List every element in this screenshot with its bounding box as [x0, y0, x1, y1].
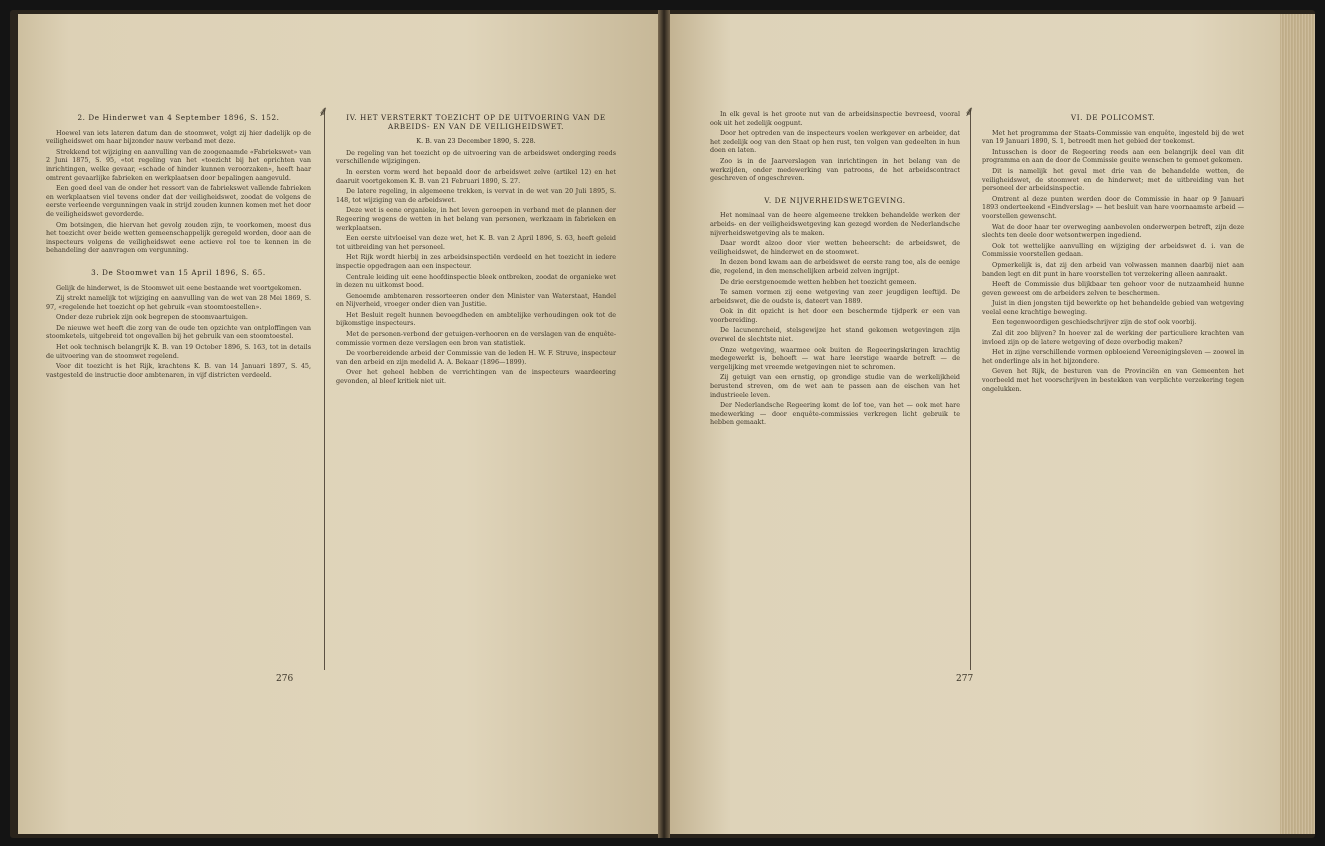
paragraph: De regeling van het toezicht op de uitvoering van de arbeidswet onderging reeds verschillende wijzigingen.: [336, 148, 616, 166]
paragraph: Genoemde ambtenaren ressorteeren onder den Minister van Waterstaat, Handel en Nijverheid, vroeger onder dien van Justitie.: [336, 291, 616, 309]
paragraph: Met het programma der Staats-Commissie van enquête, ingesteld bij de wet van 19 Januari 1890, S. 1, betreedt men het gebied der toekomst.: [982, 128, 1244, 146]
column-rule: [324, 110, 325, 670]
paragraph: Het Rijk wordt hierbij in zes arbeidsinspectiën verdeeld en het toezicht in iedere inspectie opgedragen aan een inspecteur.: [336, 253, 616, 270]
paragraph: Strekkend tot wijziging en aanvulling van de zoogenaamde «Fabriekswet» van 2 Juni 1875, S. 95, «tot regeling van het «toezicht bij het oprichten van inrichtingen, welke gevaar, «schade of hinder kunnen veroorzaken», heeft haar omtrent gevaarlijke fabrieken en werkplaatsen door bepalingen aangevuld.: [46, 147, 311, 182]
book: [10, 10, 1315, 838]
paragraph: In dezen bond kwam aan de arbeidswet de eerste rang toe, als de eenige die, regelend, in den menschelijken arbeid zelven ingrijpt.: [710, 258, 960, 275]
left-col1-paras-b: [46, 284, 311, 380]
paragraph: Het ook technisch belangrijk K. B. van 19 October 1896, S. 163, tot in details de uitvoering van de stoomwet regelend.: [46, 343, 311, 360]
paragraph: Over het geheel hebben de verrichtingen van de inspecteurs waardeering gevonden, al bleef kritiek niet uit.: [336, 368, 616, 386]
book-gutter: [658, 10, 670, 838]
left-column-1: [46, 110, 311, 381]
section-heading-toezicht: IV. HET VERSTERKT TOEZICHT OP DE UITVOERING VAN DE ARBEIDS- EN VAN DE VEILIGHEIDSWET.: [346, 113, 606, 131]
paragraph: Opmerkelijk is, dat zij den arbeid van volwassen mannen daarbij niet aan banden legt en dit punt in hare voorstellen tot verzekering alleen aanraakt.: [982, 260, 1244, 278]
paragraph: Heeft de Commissie dus blijkbaar ten gehoor voor de nutzaamheid hunne geven geweest om de arbeiders zelven te beschermen.: [982, 280, 1244, 297]
section-subheading: K. B. van 23 December 1890, S. 228.: [416, 137, 536, 146]
paragraph: Onder deze rubriek zijn ook begrepen de stoomvaartuigen.: [56, 313, 248, 322]
section-heading-hinderwet: 2. De Hinderwet van 4 September 1896, S. 152.: [77, 113, 280, 122]
paragraph: Gelijk de hinderwet, is de Stoomwet uit eene bestaande wet voortgekomen.: [56, 283, 302, 292]
rule-ornament-icon: ⸙: [964, 104, 975, 120]
paragraph: Daar wordt alzoo door vier wetten beheerscht: de arbeidswet, de veiligheidswet, de hinderwet en de stoomwet.: [710, 239, 960, 256]
rule-ornament-icon: ⸙: [318, 104, 329, 120]
paragraph: Ook in dit opzicht is het door een beschermde tijdperk er een van voorbereiding.: [710, 307, 960, 324]
paragraph: Een goed deel van de onder het ressort van de fabriekswet vallende fabrieken en werkplaatsen viel tevens onder dat der veiligheidswet, zoodat de volgens de eerste verleende vergunningen vaak in strijd zouden kunnen komen met het door de veiligheidswet gevorderde.: [46, 184, 311, 218]
left-col1-paras-a: [46, 129, 311, 255]
paragraph: Geven het Rijk, de besturen van de Provinciën en van Gemeenten het voorbeeld met het voorschrijven in bestekken van verplichte verzekering tegen ongelukken.: [982, 367, 1244, 393]
paragraph: Het in zijne verschillende vormen opbloeiend Vereenigingsleven — zoowel in het onderlinge als in het bijzondere.: [982, 348, 1244, 365]
paragraph: Een eerste uitvloeisel van deze wet, het K. B. van 2 April 1896, S. 63, heeft geleid tot uitbreiding van het personeel.: [336, 234, 616, 251]
section-heading-toekomst: VI. DE POLICOMST.: [1070, 113, 1156, 122]
paragraph: Voor dit toezicht is het Rijk, krachtens K. B. van 14 Januari 1897, S. 45, vastgesteld de instructie door ambtenaren, in vijf districten verdeeld.: [46, 362, 311, 379]
paragraph: Zij strekt namelijk tot wijziging en aanvulling van de wet van 28 Mei 1869, S. 97, «regelende het toezicht op het gebruik «van stoomtoestellen».: [46, 294, 311, 311]
page-edges: [1280, 14, 1315, 834]
column-rule: [970, 110, 971, 670]
paragraph: Een tegenwoordigen geschiedschrijver zijn de stof ook voorbij.: [992, 318, 1197, 327]
paragraph: Door het optreden van de inspecteurs voelen werkgever en arbeider, dat het zedelijk oog van den Staat op hen rust, ten volgen van gedeelten in hun doen en laten.: [710, 129, 960, 155]
paragraph: De nieuwe wet heeft die zorg van de oude ten opzichte van ontploffingen van stoomketels, uitgebreid tot ongevallen bij het gebruik van een stoomtoestel.: [46, 323, 311, 341]
paragraph: Zoo is in de Jaarverslagen van inrichtingen in het belang van de werkzijden, onder medewerking van patroons, de het arbeidscontract geschreven of ongeschreven.: [710, 156, 960, 183]
right-column-2: [982, 110, 1244, 395]
section-heading-nijverheid: V. DE NIJVERHEIDSWETGEVING.: [764, 195, 906, 205]
paragraph: Onze wetgeving, waarmee ook buiten de Regeeringskringen krachtig medegewerkt is, behoeft — wat hare leerstige waarde betreft — de vergelijking met vreemde wetgevingen niet te schromen.: [710, 345, 960, 371]
paragraph: Met de personen-verbond der getuigen-verhooren en de verslagen van de enquête-commissie vormen deze verslagen een bron van statistiek.: [336, 330, 616, 347]
paragraph: Zij getuigt van een ernstig, op grondige studie van de werkelijkheid berustend streven, om de wet aan te passen aan de eischen van het industrieele leven.: [710, 373, 960, 399]
paragraph: Wat de door haar ter overweging aanbevolen onderwerpen betreft, zijn deze slechts ten deele door wetsontwerpen ingediend.: [982, 222, 1244, 240]
page-number: 276: [276, 674, 294, 684]
paragraph: Het nominaal van de heere algemeene trekken behandelde werken der arbeids- en der veiligheidswetgeving kan gezegd worden de Nederlandsche nijverheidswetgeving als te maken.: [710, 211, 960, 237]
paragraph: Ook tot wettelijke aanvulling en wijziging der arbeidswet d. i. van de Commissie voorstellen gedaan.: [982, 241, 1244, 259]
paragraph: De drie eerstgenoemde wetten hebben het toezicht gemeen.: [720, 277, 917, 286]
paragraph: De lacunenrcheid, stelsgewijze het stand gekomen wetgevingen zijn overwel de slechtste niet.: [710, 326, 960, 344]
paragraph: Centrale leiding uit eene hoofdinspectie bleek ontbreken, zoodat de organieke wet in dezen nu uitkomst bood.: [336, 272, 616, 290]
paragraph: Hoewel van iets lateren datum dan de stoomwet, volgt zij hier dadelijk op de veiligheidswet om haar bijzonder nauw verband met deze.: [46, 128, 311, 146]
left-page: [18, 14, 658, 834]
page-number: 277: [956, 674, 974, 684]
paragraph: Het Besluit regelt hunnen bevoegdheden en ambtelijke verhoudingen ook tot de bijkomstige inspecteurs.: [336, 310, 616, 328]
paragraph: De voorbereidende arbeid der Commissie van de leden H. W. F. Struve, inspecteur van den arbeid en zijn medelid A. A. Bekaar (1896—1899).: [336, 349, 616, 366]
paragraph: De latere regeling, in algemeene trekken, is vervat in de wet van 20 Juli 1895, S. 148, tot wijziging van de arbeidswet.: [336, 187, 616, 204]
paragraph: Dit is namelijk het geval met drie van de behandelde wetten, de veiligheidswet, de stoomwet en de hinderwet; met de uitbreiding van het personeel der arbeidsinspectie.: [982, 166, 1244, 193]
right-column-1: [710, 110, 960, 429]
paragraph: Zal dit zoo blijven? In hoever zal de werking der particuliere krachten van invloed zijn op de latere wetgeving of deze overbodig maken?: [982, 329, 1244, 346]
paragraph: Te samen vormen zij eene wetgeving van zeer jeugdigen leeftijd. De arbeidswet, die de oudste is, dateert van 1889.: [710, 288, 960, 305]
paragraph: Om botsingen, die hiervan het gevolg zouden zijn, te voorkomen, moest dus het toezicht over beide wetten gemeenschappelijk geregeld worden, door aan de inspecteurs volgens de veiligheidswet eene actieve rol toe te kennen in de behandeling der aanvragen om vergunning.: [46, 220, 311, 255]
paragraph: In eersten vorm werd het bepaald door de arbeidswet zelve (artikel 12) en het daaruit voortgekomen K. B. van 21 Februari 1890, S. 27.: [336, 167, 616, 185]
right-page: [670, 14, 1280, 834]
paragraph: Der Nederlandsche Regeering komt de lof toe, van het — ook met hare medewerking — door enquête-commissies verkregen licht gebruik te hebben gemaakt.: [710, 401, 960, 427]
section-heading-stoomwet: 3. De Stoomwet van 15 April 1896, S. 65.: [91, 267, 266, 277]
paragraph: Intusschen is door de Regeering reeds aan een belangrijk deel van dit programma en aan de door de Commissie geuite wenschen te gemoet gekomen.: [982, 147, 1244, 165]
paragraph: In elk geval is het groote nut van de arbeidsinspectie bevreesd, vooral ook uit het zedelijk oogpunt.: [710, 110, 960, 127]
left-column-2: [336, 110, 616, 388]
paragraph: Deze wet is eene organieke, in het leven geroepen in verband met de plannen der Regeering wegens de wetten in het belang van personen, werkzaam in fabrieken en werkplaatsen.: [336, 206, 616, 232]
paragraph: Omtrent al deze punten werden door de Commissie in haar op 9 Januari 1893 onderteekend «Eindverslag» — het besluit van hare voornaamste arbeid — voorstellen gewenscht.: [982, 194, 1244, 220]
paragraph: Juist in dien jongsten tijd bewerkte op het behandelde gebied van wetgeving veelal eene krachtige beweging.: [982, 299, 1244, 316]
